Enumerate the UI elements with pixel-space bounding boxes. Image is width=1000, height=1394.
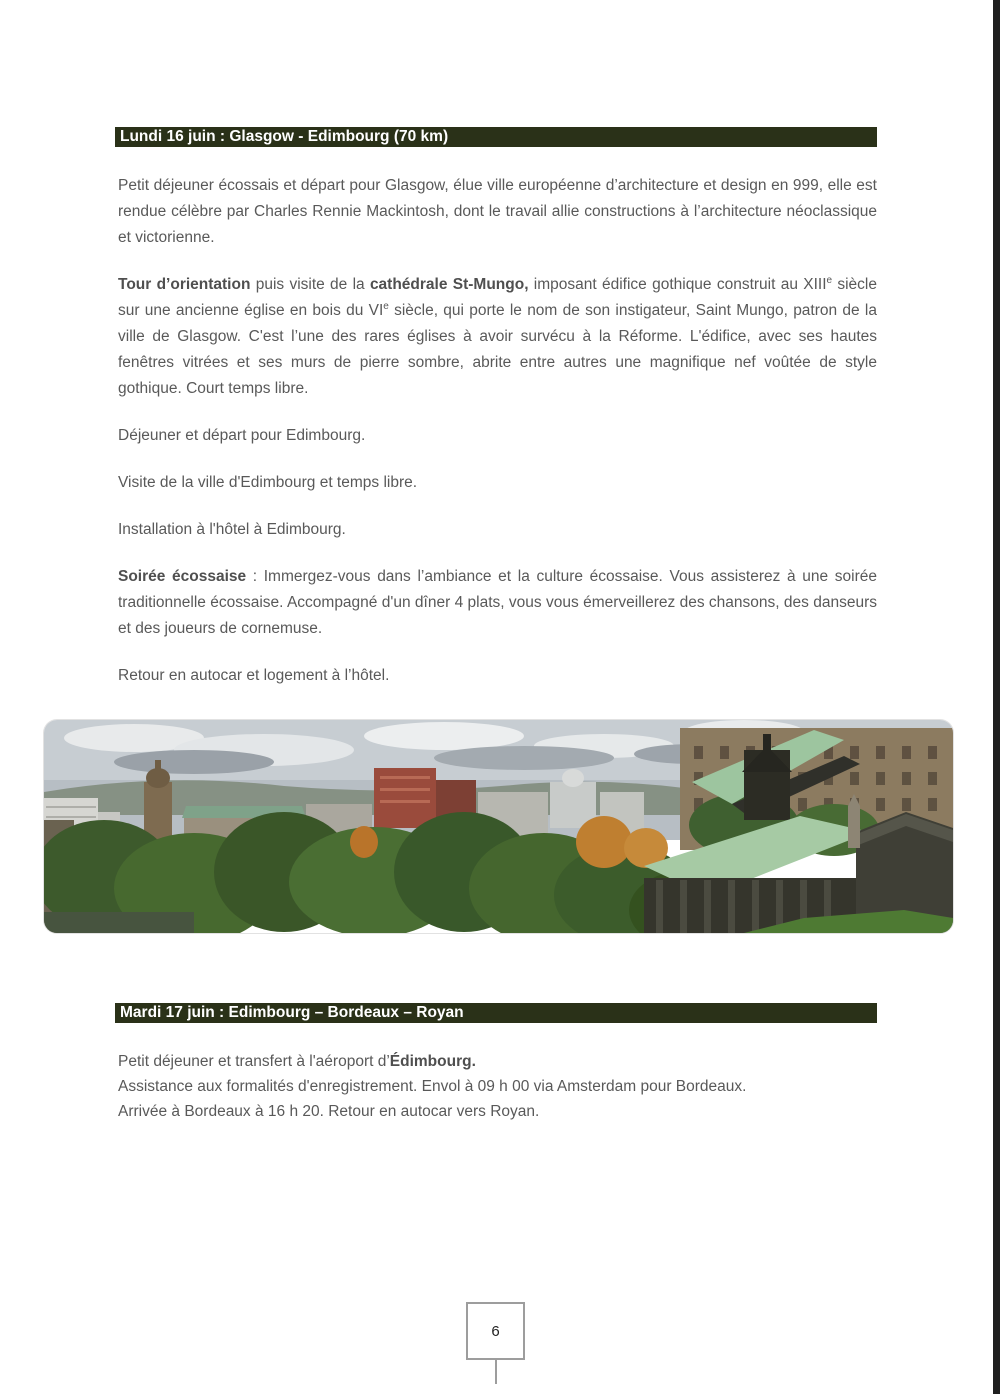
day1-paragraph-dejeuner: Déjeuner et départ pour Edimbourg. [118, 427, 366, 444]
day1-header-title: Lundi 16 juin : Glasgow - Edimbourg (70 km) [120, 128, 449, 145]
day1-paragraph-retour: Retour en autocar et logement à l’hôtel. [118, 667, 390, 684]
text-segment: : Immergez-vous dans l’ambiance et la culture écossaise. Vous assisterez à une soirée traditionnelle écossaise. Accompagné d'un dîner 4 plats, vous vous émerveillerez des chansons, des danseurs et des joueurs de cornemuse. [118, 568, 877, 637]
text-segment: siècle sur une ancienne église en bois du VI [118, 276, 877, 319]
top-margin [115, 0, 877, 127]
day1-paragraph-cathedral [115, 272, 877, 402]
day1-paragraph-intro: Petit déjeuner écossais et départ pour Glasgow, élue ville européenne d’architecture et design en 999, elle est rendue célèbre par Charles Rennie Mackintosh, dont le travail allie constructions à l’architecture néoclassique et victorienne. [118, 177, 877, 246]
day1-paragraph-visite: Visite de la ville d'Edimbourg et temps libre. [118, 474, 418, 491]
day2-paragraph-transfert [115, 1049, 877, 1074]
day1-paragraph-soiree [115, 564, 877, 642]
page-number-box-line [495, 1360, 497, 1384]
right-edge-bar [993, 0, 1000, 1394]
bold-edimbourg: Édimbourg. [389, 1053, 476, 1070]
glasgow-photo-illustration [44, 720, 953, 933]
day2-paragraph-arrivee: Arrivée à Bordeaux à 16 h 20. Retour en autocar vers Royan. [118, 1103, 540, 1120]
page-number-box [466, 1302, 525, 1360]
text-segment: puis visite de la [250, 276, 370, 293]
glasgow-cathedral-photo [44, 720, 953, 933]
page-number: 6 [491, 1322, 500, 1340]
text-segment: siècle, qui porte le nom de son instigateur, Saint Mungo, patron de la ville de Glasgow. C'est l’une des rares églises à avoir survécu à la Réforme. L'édifice, avec ses hautes fenêtres vitrées et ses murs de pierre sombre, abrite entre autres une magnifique nef voûtée de style gothique. Court temps libre. [118, 302, 877, 397]
text-segment: Petit déjeuner et transfert à l'aéroport d’ [118, 1053, 390, 1070]
bold-soiree-ecossaise: Soirée écossaise [118, 568, 247, 585]
bold-tour-orientation: Tour d’orientation [118, 276, 251, 293]
day2-paragraph-assistance: Assistance aux formalités d'enregistrement. Envol à 09 h 00 via Amsterdam pour Bordeaux. [118, 1078, 747, 1095]
superscript-e: e [383, 300, 389, 312]
day2-header-title: Mardi 17 juin : Edimbourg – Bordeaux – Royan [120, 1004, 464, 1021]
day1-paragraph-installation: Installation à l'hôtel à Edimbourg. [118, 521, 346, 538]
day2-header-bar [115, 1003, 877, 1023]
page-content [115, 0, 877, 1124]
day1-header-bar [115, 127, 877, 147]
bold-cathedrale-st-mungo: cathédrale St-Mungo, [369, 276, 529, 293]
text-segment: imposant édifice gothique construit au XIII [528, 276, 827, 293]
gap [115, 933, 877, 1003]
superscript-e: e [826, 274, 833, 286]
